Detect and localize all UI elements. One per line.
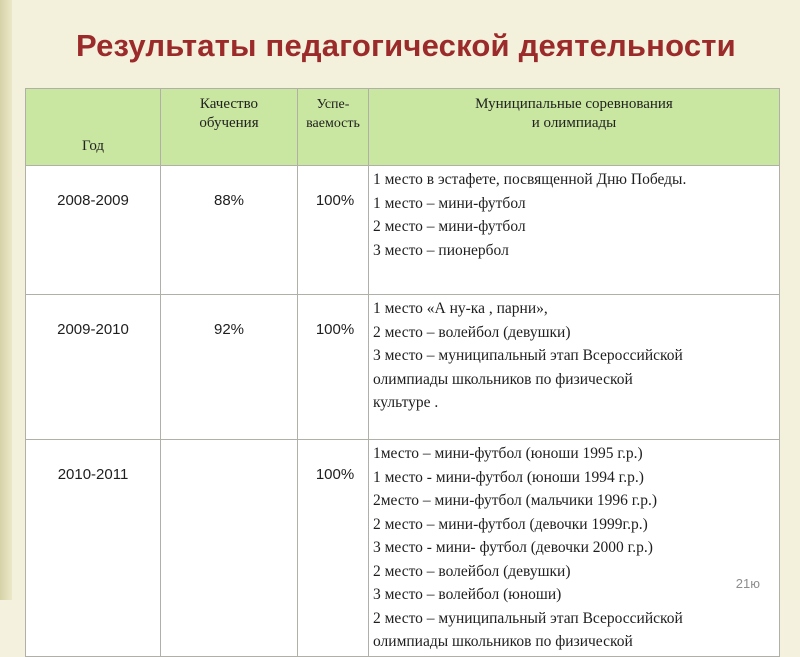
cell-year: 2008-2009 (26, 166, 161, 295)
achievement-line: 2 место – муниципальный этап Всероссийской (373, 609, 683, 627)
header-competitions-line1: Муниципальные соревнования (475, 96, 673, 112)
achievement-line: 1 место - мини-футбол (юноши 1994 г.р.) (373, 468, 644, 486)
achievement-line: 2место – мини-футбол (мальчики 1996 г.р.) (373, 492, 658, 509)
achievement-line: 2 место – мини-футбол (девочки 1999г.р.) (373, 515, 648, 533)
decorative-strip (0, 0, 12, 600)
header-success-line1: Успе- (316, 97, 350, 112)
achievement-line: 2 место – мини-футбол (373, 218, 526, 235)
results-table (25, 88, 780, 657)
header-year: Год (26, 89, 161, 166)
achievement-line: 3 место – волейбол (юноши) (373, 586, 562, 603)
cell-success: 100% (298, 166, 369, 295)
header-success (298, 89, 369, 166)
cell-success: 100% (298, 440, 369, 657)
achievement-line: 3 место – муниципальный этап Всероссийской (373, 347, 683, 364)
achievement-line: 3 место – пионербол (373, 241, 509, 259)
cell-achievements (369, 440, 780, 657)
achievement-line: культуре . (373, 394, 439, 411)
header-quality (161, 89, 298, 166)
cell-success: 100% (298, 295, 369, 440)
achievement-line: 3 место - мини- футбол (девочки 2000 г.р.) (373, 539, 653, 556)
achievement-line: 1 место «А ну-ка , парни», (373, 300, 548, 317)
achievement-line: 2 место – волейбол (девушки) (373, 323, 571, 341)
table-row (26, 295, 780, 440)
cell-quality: 88% (161, 166, 298, 295)
achievement-line: 1 место – мини-футбол (373, 194, 526, 212)
cell-year: 2009-2010 (26, 295, 161, 440)
header-quality-line1: Качество (199, 96, 259, 112)
header-competitions (369, 89, 780, 166)
cell-quality: 92% (161, 295, 298, 440)
achievement-line: олимпиады школьников по физической (373, 633, 633, 650)
achievement-line: 1 место в эстафете, посвященной Дню Победы. (373, 171, 687, 188)
page-title: Результаты педагогической деятельности (76, 28, 736, 63)
header-competitions-line2: и олимпиады (531, 115, 617, 131)
achievement-line: олимпиады школьников по физической (373, 370, 633, 388)
table-row (26, 166, 780, 295)
cell-year: 2010-2011 (26, 440, 161, 657)
cell-quality (161, 440, 298, 657)
cell-achievements (369, 166, 780, 295)
page-number: 21ю (735, 576, 760, 591)
header-quality-line2: обучения (199, 115, 259, 131)
table-row (26, 440, 780, 657)
cell-achievements (369, 295, 780, 440)
achievement-line: 1место – мини-футбол (юноши 1995 г.р.) (373, 445, 643, 462)
achievement-line: 2 место – волейбол (девушки) (373, 562, 571, 580)
header-success-line2: ваемость (306, 116, 360, 131)
table-header-row (26, 89, 780, 166)
